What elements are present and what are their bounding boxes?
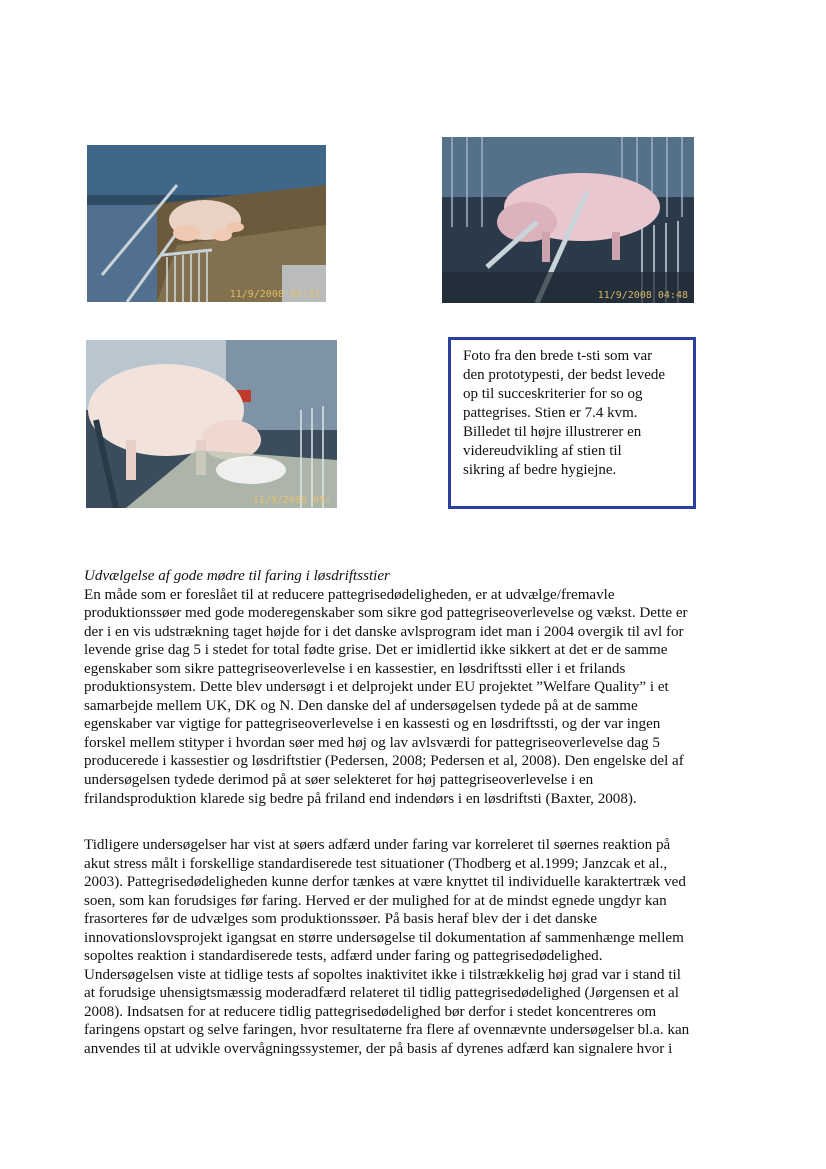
text-line: soen, som kan forudsiges før faring. Herved er der mulighed for at de mindst egnede ungdyr kan <box>84 892 667 909</box>
photo-sow-standing-pen <box>442 137 694 303</box>
text-line: egenskaber var vigtige for pattegriseoverlevelse i en kassesti og en løsdriftssti, og der var ingen <box>84 716 661 733</box>
photo-timestamp: 11/9/2008 04:48 <box>597 290 688 301</box>
photo-sow-with-piglets-image <box>87 145 326 302</box>
text-line: Undersøgelsen viste at tidlige tests af sopoltes inaktivitet ikke i tilstrækkelig høj grad var i stand til <box>84 966 681 983</box>
text-line: at forudsige uhensigtsmæssig moderadfærd relateret til tidlig pattegrisedødelighed (Jørgensen et al <box>84 985 679 1002</box>
paragraph-2 <box>84 836 756 1059</box>
caption-line: videreudvikling af stien til <box>463 443 622 459</box>
caption-line: pattegrises. Stien er 7.4 kvm. <box>463 405 638 421</box>
text-line: innovationslovsprojekt igangsat en større undersøgelse til dokumentation af sammenhænge mellem <box>84 929 684 946</box>
text-line: forskel mellem stityper i hvordan søer med høj og lav avlsværdi for pattegriseoverlevelse dag 5 <box>84 734 660 751</box>
caption-line: sikring af bedre hygiejne. <box>463 462 617 478</box>
text-line: undersøgelsen tydede derimod på at søer selekteret for høj pattegriseoverlevelse i en <box>84 772 594 789</box>
text-line: frilandsproduktion klarede sig bedre på friland end indendørs i en løsdriftsti (Baxter, 2008). <box>84 790 637 807</box>
section-title: Udvælgelse af gode mødre til faring i løsdriftsstier <box>84 568 390 584</box>
photo-sow-with-piglets <box>87 145 326 302</box>
text-line: akut stress målt i forskellige standardiserede test situationer (Thodberg et al.1999; Janzcak et al., <box>84 855 668 872</box>
text-line: produktionsystem. Dette blev undersøgt i et delprojekt under EU projektet ”Welfare Quality” i et <box>84 679 669 696</box>
text-line: producerede i kassestier og løsdriftstier (Pedersen, 2008; Pedersen et al, 2008). Den engelske del af <box>84 753 684 770</box>
photo-timestamp: 11/9/2008 05: <box>252 495 331 506</box>
text-line: frasorteres før de udvælges som produktionssøer. På basis heraf blev der i det danske <box>84 911 598 928</box>
caption-line: den prototypesti, der bedst levede <box>463 367 666 383</box>
text-line: faringens opstart og selve faringen, hvor resultaterne fra flere af ovennævnte undersøgelser bl.a. kan <box>84 1022 690 1039</box>
paragraph-2-block <box>84 836 756 1059</box>
photo-sow-eating-image <box>86 340 337 508</box>
text-line: Tidligere undersøgelser har vist at søers adfærd under faring var korreleret til søernes reaktion på <box>84 837 671 853</box>
text-line: En måde som er foreslået til at reducere pattegrisedødeligheden, er at udvælge/fremavle <box>84 586 615 603</box>
paragraph-1 <box>84 586 756 809</box>
section-body <box>84 567 756 808</box>
text-line: samarbejde mellem UK, DK og N. Den danske del af undersøgelsen tydede på at de samme <box>84 697 638 714</box>
photo-sow-standing-pen-image <box>442 137 694 303</box>
text-line: 2008). Indsatsen for at reducere tidlig pattegrisedødelighed bør derfor i stedet koncentreres om <box>84 1003 657 1020</box>
text-line: anvendes til at udvikle overvågningssystemer, der på basis af dyrenes adfærd kan signalere hvor i <box>84 1041 673 1058</box>
caption-line: Foto fra den brede t-sti som var <box>463 348 653 364</box>
caption-line: Billedet til højre illustrerer en <box>463 424 642 440</box>
photo-sow-eating <box>86 340 337 508</box>
text-line: produktionssøer med gode moderegenskaber som sikre god pattegriseoverlevelse og vækst. Dette er <box>84 605 688 622</box>
caption-line: op til succeskriterier for so og <box>463 386 643 402</box>
photo-caption-box <box>448 337 696 509</box>
text-line: egenskaber som sikre pattegriseoverlevelse i en kassestier, en løsdriftssti eller i et frilands <box>84 660 626 677</box>
text-line: levende grise dag 5 i stedet for total fødte grise. Det er imidlertid ikke sikkert at det er de samme <box>84 642 668 659</box>
photo-timestamp: 11/9/2008 05:33 <box>229 289 320 300</box>
text-line: der i en vis udstrækning taget højde for i det danske avlsprogram idet man i 2004 overgik til avl for <box>84 623 684 640</box>
text-line: 2003). Pattegrisedødeligheden kunne derfor tænkes at være knyttet til individuelle karaktertræk ved <box>84 874 686 891</box>
text-line: sopoltes reaktion i standardiserede tests, adfærd under faring og pattegrisedødelighed. <box>84 948 603 965</box>
